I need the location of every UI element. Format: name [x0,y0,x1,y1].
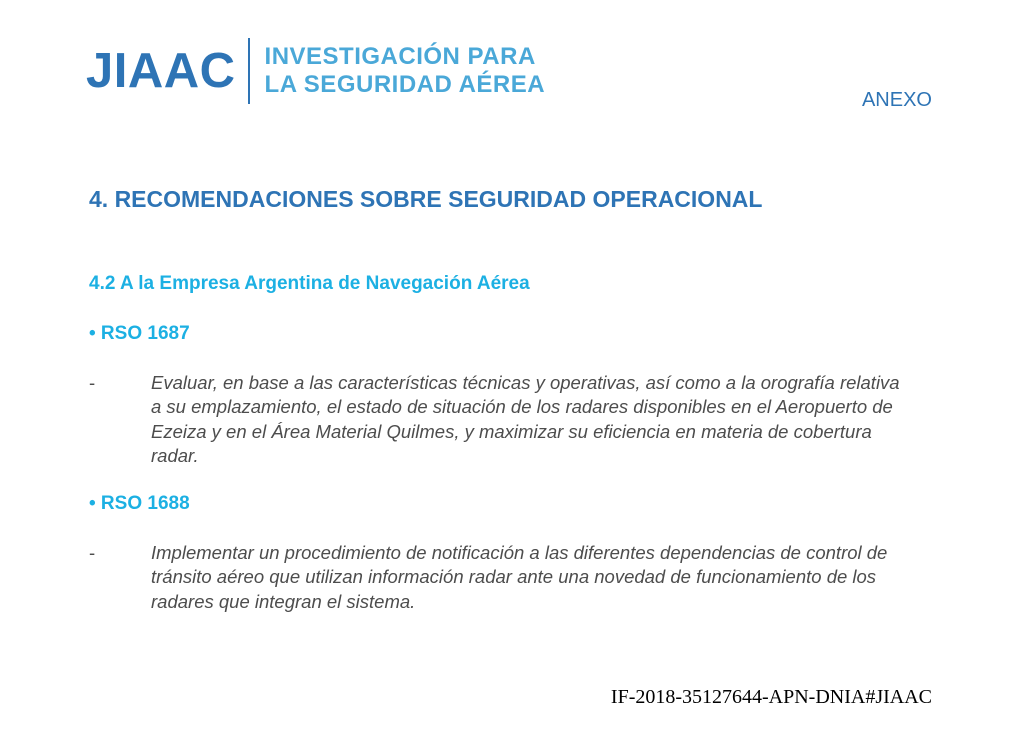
list-dash: - [89,542,96,563]
logo-tagline-line-2: LA SEGURIDAD AÉREA [264,71,546,98]
logo-mark: JIAAC [86,44,236,98]
rso-1688-text: Implementar un procedimiento de notificación a las diferentes dependencias de control de tránsito aéreo que utilizan información radar ante una novedad de funcionamiento de los radares que integran el sistema. [151,542,888,612]
subsection-title: 4.2 A la Empresa Argentina de Navegación Aérea [89,273,530,294]
annex-label: ANEXO [861,89,932,111]
logo-tagline-line-1: INVESTIGACIÓN PARA [264,43,536,70]
logo-tagline [265,43,546,99]
rso-1688-heading: • RSO 1688 [89,493,190,514]
jiaac-logo [86,38,545,104]
rso-1687-heading: • RSO 1687 [89,323,190,344]
logo-divider [248,38,250,104]
rso-1688-item [89,541,909,614]
list-dash: - [89,372,96,393]
section-title: 4. RECOMENDACIONES SOBRE SEGURIDAD OPERACIONAL [89,186,763,212]
rso-1687-text: Evaluar, en base a las características técnicas y operativas, así como a la orografía relativa a su emplazamiento, el estado de situación de los radares disponibles en el Aeropuerto de Ezeiza y en el Área Material Quilmes, y maximizar su eficiencia en materia de cobertura radar. [151,372,900,466]
document-id: IF-2018-35127644-APN-DNIA#JIAAC [610,686,932,708]
rso-1687-item [89,371,909,468]
